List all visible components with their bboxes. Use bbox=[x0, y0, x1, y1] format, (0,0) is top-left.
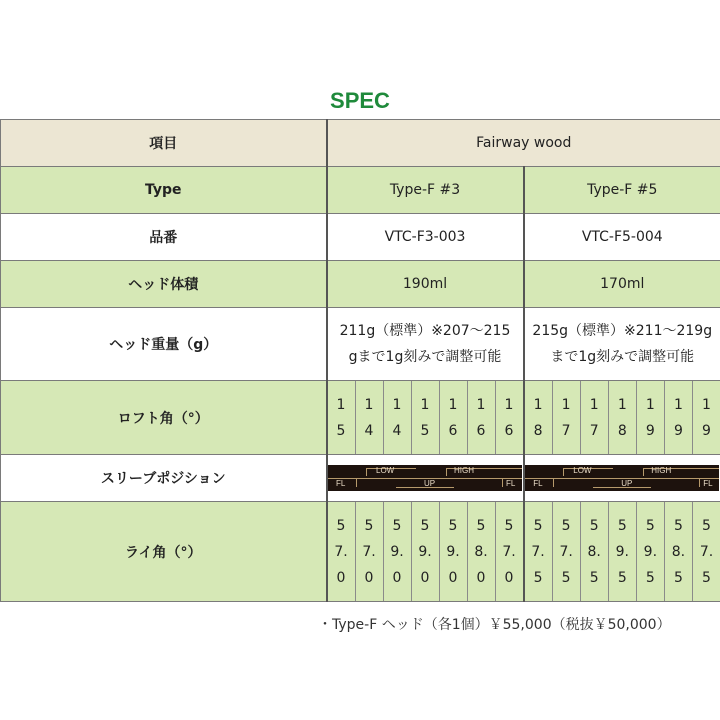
loft-f5-cell bbox=[580, 381, 608, 454]
digit: 5 bbox=[448, 517, 458, 534]
digit: 4 bbox=[392, 422, 402, 439]
digit: 5 bbox=[533, 569, 543, 586]
spec-table bbox=[0, 119, 720, 602]
digit: 5 bbox=[420, 517, 430, 534]
digit: 7 bbox=[561, 422, 571, 439]
weight-f3 bbox=[327, 308, 524, 381]
digit: 5 bbox=[645, 569, 655, 586]
row-part bbox=[1, 214, 720, 261]
digit: 1 bbox=[504, 396, 514, 413]
digit: 5 bbox=[589, 517, 599, 534]
volume-f5: 170ml bbox=[524, 261, 720, 308]
lie-f5-cell bbox=[692, 502, 720, 601]
sleeve-label: FL bbox=[506, 479, 516, 488]
digit: 9. bbox=[446, 543, 460, 560]
row-item bbox=[1, 120, 720, 167]
digit: 7. bbox=[699, 543, 714, 560]
lie-f3-cell bbox=[467, 502, 495, 601]
loft-f5-cell bbox=[664, 381, 692, 454]
digit: 7. bbox=[334, 543, 348, 560]
digit: 1 bbox=[364, 396, 374, 413]
label-lie: ライ角（°） bbox=[1, 502, 327, 602]
digit: 0 bbox=[420, 569, 430, 586]
label-weight: ヘッド重量（g） bbox=[1, 308, 327, 381]
digit: 5 bbox=[420, 422, 430, 439]
lie-f5 bbox=[524, 502, 720, 602]
spec-title: SPEC bbox=[330, 88, 390, 113]
digit: 1 bbox=[589, 396, 599, 413]
price-footnote: ・Type-F ヘッド（各1個）￥55,000（税抜￥50,000） bbox=[318, 617, 671, 633]
type-f5: Type-F #5 bbox=[524, 167, 720, 214]
sleeve-f5 bbox=[524, 455, 720, 502]
digit: 5 bbox=[392, 517, 402, 534]
lie-f5-cell bbox=[664, 502, 692, 601]
lie-f3-cell bbox=[383, 502, 411, 601]
label-sleeve: スリーブポジション bbox=[1, 455, 327, 502]
weight-f5 bbox=[524, 308, 720, 381]
value-item: Fairway wood bbox=[327, 120, 720, 167]
digit: 9 bbox=[673, 422, 683, 439]
sleeve-label: HIGH bbox=[454, 466, 474, 475]
label-loft: ロフト角（°） bbox=[1, 381, 327, 455]
digit: 1 bbox=[617, 396, 627, 413]
digit: 0 bbox=[476, 569, 486, 586]
loft-f5-cell bbox=[692, 381, 720, 454]
digit: 1 bbox=[673, 396, 683, 413]
digit: 5 bbox=[673, 569, 683, 586]
digit: 9. bbox=[643, 543, 658, 560]
digit: 0 bbox=[504, 569, 514, 586]
digit: 6 bbox=[504, 422, 514, 439]
digit: 5 bbox=[476, 517, 486, 534]
row-lie bbox=[1, 502, 720, 602]
digit: 9. bbox=[390, 543, 404, 560]
lie-f3 bbox=[327, 502, 524, 602]
loft-f3-cell bbox=[328, 381, 355, 454]
lie-f5-cell bbox=[608, 502, 636, 601]
digit: 1 bbox=[645, 396, 655, 413]
digit: 9. bbox=[615, 543, 629, 560]
digit: 5 bbox=[617, 569, 627, 586]
digit: 0 bbox=[448, 569, 458, 586]
loft-f5-cell bbox=[552, 381, 580, 454]
weight-f5-line1: 215g（標準）※211～219g bbox=[532, 323, 713, 339]
digit: 5 bbox=[702, 569, 711, 586]
sleeve-label: FL bbox=[533, 479, 543, 488]
digit: 8. bbox=[671, 543, 686, 560]
loft-f5-cell bbox=[525, 381, 552, 454]
digit: 1 bbox=[392, 396, 402, 413]
loft-f3-cell bbox=[383, 381, 411, 454]
digit: 1 bbox=[448, 396, 458, 413]
digit: 5 bbox=[617, 517, 627, 534]
lie-f5-cell bbox=[525, 502, 552, 601]
digit: 5 bbox=[589, 569, 599, 586]
sleeve-label: LOW bbox=[573, 466, 592, 475]
sleeve-label: FL bbox=[336, 479, 346, 488]
row-loft bbox=[1, 381, 720, 455]
weight-f3-line2: gまで1g刻みで調整可能 bbox=[348, 349, 502, 365]
digit: 5 bbox=[336, 422, 346, 439]
digit: 1 bbox=[476, 396, 486, 413]
lie-f5-cell bbox=[580, 502, 608, 601]
sleeve-label: UP bbox=[424, 479, 436, 488]
digit: 5 bbox=[533, 517, 543, 534]
label-type: Type bbox=[1, 167, 327, 214]
sleeve-label: FL bbox=[703, 479, 713, 488]
lie-f3-cell bbox=[328, 502, 355, 601]
row-weight bbox=[1, 308, 720, 381]
digit: 1 bbox=[702, 396, 711, 413]
weight-f3-line1: 211g（標準）※207～215 bbox=[339, 323, 511, 339]
sleeve-label: UP bbox=[621, 479, 633, 488]
loft-f3-cell bbox=[411, 381, 439, 454]
row-type bbox=[1, 167, 720, 214]
digit: 9 bbox=[645, 422, 655, 439]
digit: 7 bbox=[589, 422, 599, 439]
sleeve-label: LOW bbox=[376, 466, 395, 475]
digit: 1 bbox=[561, 396, 571, 413]
digit: 0 bbox=[364, 569, 374, 586]
lie-f5-cell bbox=[636, 502, 664, 601]
digit: 0 bbox=[336, 569, 346, 586]
lie-f3-cell bbox=[439, 502, 467, 601]
sleeve-position-graphic bbox=[328, 465, 522, 491]
lie-f3-cell bbox=[355, 502, 383, 601]
label-part: 品番 bbox=[1, 214, 327, 261]
loft-f3-cell bbox=[439, 381, 467, 454]
digit: 0 bbox=[392, 569, 402, 586]
loft-f3 bbox=[327, 381, 524, 455]
weight-f5-line2: まで1g刻みで調整可能 bbox=[550, 349, 695, 365]
digit: 7. bbox=[362, 543, 376, 560]
loft-f5-cell bbox=[636, 381, 664, 454]
loft-f3-cell bbox=[495, 381, 523, 454]
type-f3: Type-F #3 bbox=[327, 167, 524, 214]
part-f5: VTC-F5-004 bbox=[524, 214, 720, 261]
row-sleeve bbox=[1, 455, 720, 502]
lie-f3-cell bbox=[411, 502, 439, 601]
lie-f3-cell bbox=[495, 502, 523, 601]
digit: 6 bbox=[448, 422, 458, 439]
digit: 5 bbox=[364, 517, 374, 534]
label-volume: ヘッド体積 bbox=[1, 261, 327, 308]
digit: 8. bbox=[587, 543, 601, 560]
digit: 7. bbox=[559, 543, 573, 560]
sleeve-f3 bbox=[327, 455, 524, 502]
loft-f5-cell bbox=[608, 381, 636, 454]
sleeve-position-graphic bbox=[525, 465, 719, 491]
digit: 4 bbox=[364, 422, 374, 439]
digit: 1 bbox=[533, 396, 543, 413]
digit: 9 bbox=[702, 422, 711, 439]
row-volume bbox=[1, 261, 720, 308]
digit: 5 bbox=[336, 517, 346, 534]
digit: 5 bbox=[561, 569, 571, 586]
digit: 8 bbox=[533, 422, 543, 439]
loft-f3-cell bbox=[467, 381, 495, 454]
digit: 6 bbox=[476, 422, 486, 439]
label-item: 項目 bbox=[1, 120, 327, 167]
digit: 1 bbox=[336, 396, 346, 413]
digit: 5 bbox=[645, 517, 655, 534]
loft-f3-cell bbox=[355, 381, 383, 454]
lie-f5-cell bbox=[552, 502, 580, 601]
digit: 1 bbox=[420, 396, 430, 413]
loft-f5 bbox=[524, 381, 720, 455]
digit: 5 bbox=[504, 517, 514, 534]
sleeve-label: HIGH bbox=[651, 466, 672, 475]
digit: 5 bbox=[561, 517, 571, 534]
volume-f3: 190ml bbox=[327, 261, 524, 308]
digit: 9. bbox=[418, 543, 432, 560]
digit: 8 bbox=[617, 422, 627, 439]
digit: 8. bbox=[474, 543, 488, 560]
part-f3: VTC-F3-003 bbox=[327, 214, 524, 261]
digit: 5 bbox=[673, 517, 683, 534]
digit: 7. bbox=[502, 543, 516, 560]
digit: 7. bbox=[531, 543, 545, 560]
digit: 5 bbox=[702, 517, 711, 534]
